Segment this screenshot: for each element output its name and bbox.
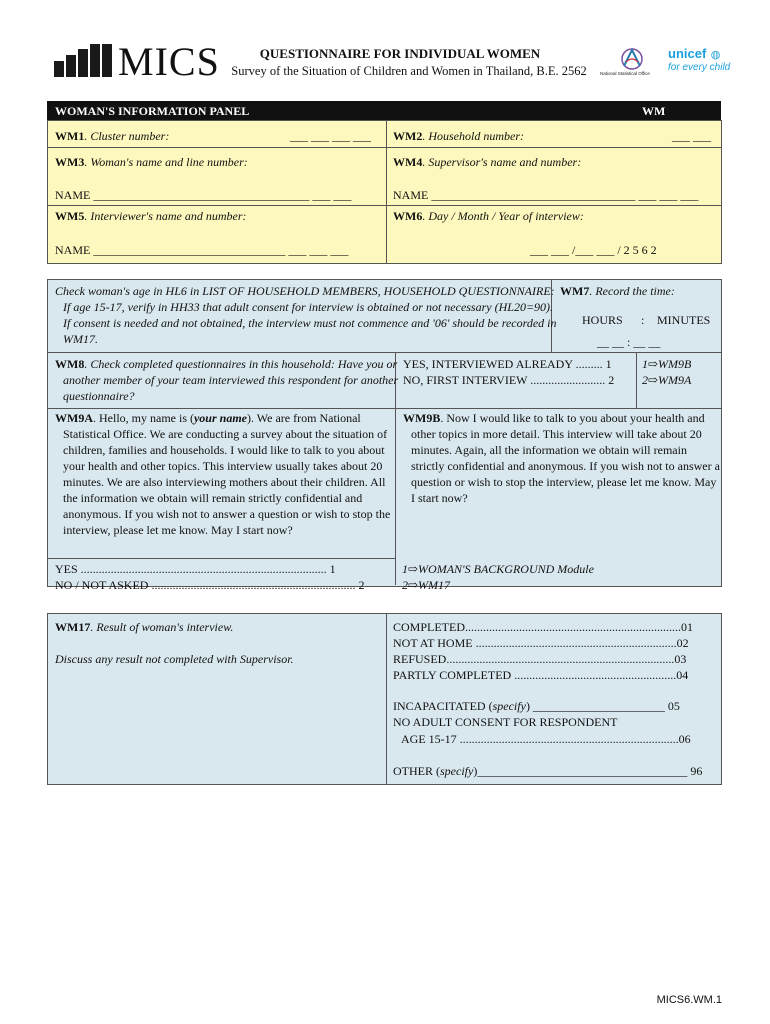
wm4-label: WM4. Supervisor's name and number: [393,155,582,169]
woman-name-field[interactable]: NAME ____________________________________ ___ ___ [55,188,352,202]
wm2-label: WM2. Household number: [393,129,524,143]
wm8-question: WM8. Check completed questionnaires in this household: Have you or another member of your team interviewed this respondent for another questionnaire? [55,357,399,403]
wm9b-consent-script: WM9B. Now I would like to talk to you about your health and other topics in more detail. This interview will take about 20 minutes. Again, all the information we obtain will remain strictly confidential and anonymous. If you wish not to answer a question or wish to stop the interview, please let me know. May I start now? [403,411,720,505]
wm5-label: WM5. Interviewer's name and number: [55,209,247,223]
nso-caption: National Statistical Office [600,71,650,76]
result-incapacitated[interactable]: INCAPACITATED (specify) ______________________ 05 [393,699,680,713]
result-no-consent[interactable]: NO ADULT CONSENT FOR RESPONDENT [393,715,618,729]
result-refused[interactable]: REFUSED............................................................................03 [393,652,687,666]
wm8-skip-no: 2⇨WM9A [642,373,692,387]
wm9a-option-yes[interactable]: YES .................................................................................. 1 [55,562,336,576]
unicef-name: unicef [668,46,707,61]
interviewer-name-field[interactable]: NAME ________________________________ ___ ___ ___ [55,243,349,257]
cluster-number-field[interactable]: ___ ___ ___ ___ [290,129,371,143]
page-title: QUESTIONNAIRE FOR INDIVIDUAL WOMEN [259,46,541,61]
unicef-tagline: for every child [668,62,731,73]
panel-title: WOMAN'S INFORMATION PANEL [55,104,250,118]
wm9a-consent-script: WM9A. Hello, my name is (your name). We are from National Statistical Office. We are conducting a survey about the situation of children, families and households. I would like to talk to you about your health and other topics. This interview usually takes about 20 minutes. We are also interviewing mothers about their children. All the information we obtain will remain strictly confidential and anonymous. If you wish not to answer a question or wish to stop the interview, please let me know. May I start now? [55,411,391,537]
wm9a-skip-yes: 1⇨WOMAN'S BACKGROUND Module [402,562,594,576]
unicef-globe-icon: ◍ [710,49,721,61]
wm1-label: WM1. Cluster number: [55,129,170,143]
interview-date-field[interactable]: ___ ___ /___ ___ / 2 5 6 2 [530,243,657,257]
wm8-skip-yes: 1⇨WM9B [642,357,692,371]
wm6-label: WM6. Day / Month / Year of interview: [393,209,584,223]
wm17-note: Discuss any result not completed with Supervisor. [55,652,294,666]
result-not-at-home[interactable]: NOT AT HOME ...................................................................02 [393,636,689,650]
minutes-label: MINUTES [657,313,711,327]
hours-label: HOURS [582,313,623,327]
wm8-option-yes[interactable]: YES, INTERVIEWED ALREADY ......... 1 [403,357,612,371]
time-field[interactable]: __ __ : __ __ [597,335,661,349]
supervisor-name-field[interactable]: NAME __________________________________ ___ ___ ___ [393,188,699,202]
wm17-label: WM17. Result of woman's interview. [55,620,234,634]
page-subtitle: Survey of the Situation of Children and Women in Thailand, B.E. 2562 [231,64,587,78]
result-other[interactable]: OTHER (specify)___________________________________ 96 [393,764,703,778]
unicef-logo [668,45,730,73]
wm3-label: WM3. Woman's name and line number: [55,155,248,169]
result-completed[interactable]: COMPLETED........................................................................01 [393,620,693,634]
result-no-consent-age[interactable]: AGE 15-17 .........................................................................06 [401,732,691,746]
time-colon: : [641,313,645,327]
page-footer: MICS6.WM.1 [656,994,722,1006]
wm9a-option-no[interactable]: NO / NOT ASKED .................................................................... 2 [55,578,365,592]
mics-wordmark: MICS [118,39,220,84]
result-partly-completed[interactable]: PARTLY COMPLETED ......................................................04 [393,668,689,682]
wm9a-skip-no: 2⇨WM17 [402,578,451,592]
household-number-field[interactable]: ___ ___ [672,129,711,143]
wm7-label: WM7. Record the time: [560,284,675,298]
wm8-option-no[interactable]: NO, FIRST INTERVIEW ......................... 2 [403,373,615,387]
panel-header [47,101,721,120]
panel-code: WM [642,104,666,118]
age-check-instruction: Check woman's age in HL6 in LIST OF HOUSEHOLD MEMBERS, HOUSEHOLD QUESTIONNAIRE: If age 15-17, verify in HH33 that adult consent for interview is obtained or not necessary (HL20=90). If consent is needed and not obtained, the interview must not commence and '06' should be recorded in WM17. [55,284,557,346]
